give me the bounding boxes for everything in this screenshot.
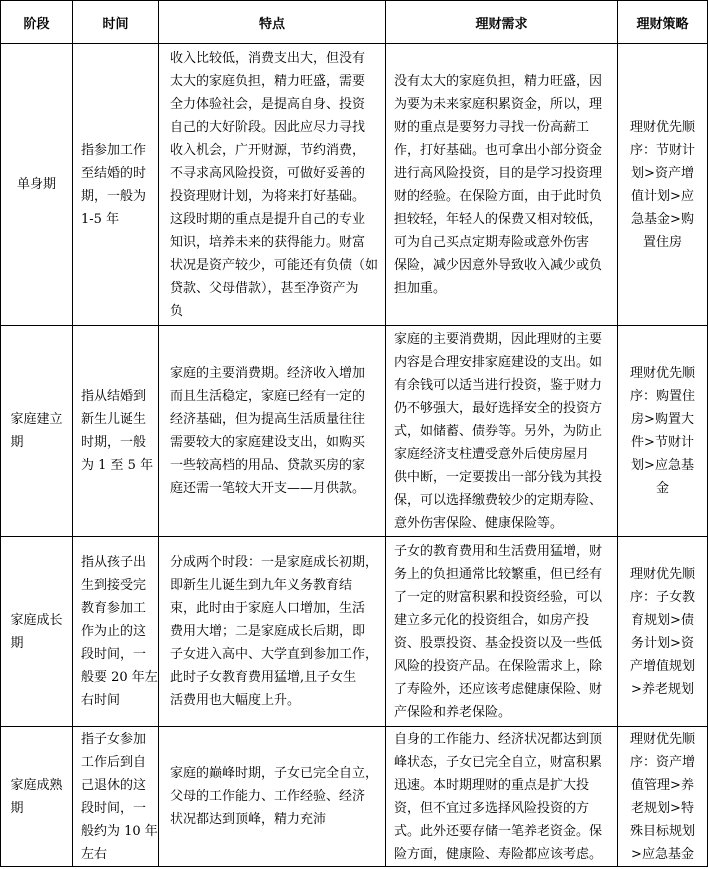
text-line: 置住房	[642, 234, 682, 250]
header-row	[1, 1, 708, 44]
text-line: 期	[10, 435, 24, 450]
needs-cell	[386, 727, 618, 867]
text-line: 而且生活稳定，家庭已经有一定的	[170, 389, 366, 404]
text-line: 序：购置住	[629, 389, 695, 404]
text-line: 为 1 至 5 年	[81, 458, 154, 473]
text-line: 右时间	[81, 693, 121, 708]
time-cell	[73, 537, 159, 727]
text-line: 生到接受完	[81, 578, 147, 593]
text-line: 序：节财计	[629, 142, 695, 158]
text-line: 产增值规划	[629, 658, 695, 674]
text-line: 了一定的财富积累和投资经验，可以	[394, 589, 603, 605]
text-line: 仍不够强大，最好选择安全的投资方	[394, 400, 603, 416]
header-needs: 理财需求	[386, 1, 618, 44]
stage-cell	[1, 537, 73, 727]
text-line: 指从孩子出	[81, 555, 147, 570]
text-line: 没有太大的家庭负担，精力旺盛，因	[394, 73, 603, 89]
text-line: 担较轻，年轻人的保费又相对较低，	[394, 211, 603, 227]
header-stage: 阶段	[1, 1, 73, 44]
text-line: 急基金>购	[631, 211, 694, 227]
text-line: 状况是资产较少，可能还有负债（如	[170, 257, 379, 273]
text-line: 财的经验。在保险方面，由于此时负	[394, 188, 603, 204]
table-row	[1, 44, 708, 326]
text-line: 段时间，一	[81, 800, 147, 816]
text-line: 家庭的主要消费期。经济收入增加	[170, 366, 366, 381]
text-line: 金	[655, 481, 669, 496]
text-line: 了寿险外，还应该考虑健康保险、财	[394, 681, 603, 697]
strategy-cell	[618, 44, 708, 326]
text-line: 收入机会，广开财源，节约消费，	[170, 142, 366, 158]
text-line: 建立多元化的投资组合，如房产投	[394, 612, 590, 628]
time-text	[81, 139, 155, 231]
text-line: 产保险和养老保险。	[394, 704, 512, 720]
text-line: 为要为未来家庭积累资金，所以，理	[394, 96, 603, 112]
table-row	[1, 537, 708, 727]
text-line: 内容是合理安排家庭建设的支出。如	[394, 354, 603, 370]
stage-text	[10, 609, 62, 655]
needs-text	[394, 70, 613, 300]
text-line: 活费用也大幅度上升。	[170, 693, 301, 708]
text-line: 序：资产增	[629, 754, 695, 770]
text-line: 理财优先顺	[629, 366, 695, 381]
features-cell	[159, 326, 386, 537]
text-line: 进行高风险投资，目的是学习投资理	[394, 165, 603, 181]
text-line: 般要 20 年左	[81, 670, 158, 685]
strategy-text	[621, 362, 704, 500]
text-line: 家庭成熟	[10, 777, 63, 793]
text-line: 务上的负担通常比较繁重，但已经有	[394, 566, 603, 582]
text-line: 家庭建立	[10, 412, 63, 427]
needs-text	[394, 328, 613, 535]
text-line: 己退休的这	[81, 777, 147, 793]
text-line: 费用大增；二是家庭成长后期，即	[170, 624, 366, 639]
text-line: 房>购置大	[631, 412, 694, 427]
text-line: 至结婚的时	[81, 165, 147, 181]
text-line: 全力体验社会，是提高自身、投资	[170, 96, 366, 112]
text-line: 一些较高档的用品、贷款买房的家	[170, 458, 366, 473]
strategy-cell	[618, 326, 708, 537]
strategy-text	[621, 563, 704, 701]
stage-text	[10, 408, 62, 454]
text-line: 件>节财计	[631, 435, 694, 450]
text-line: 迅速。本时期理财的重点是扩大投	[394, 777, 590, 793]
text-line: 太大的家庭负担，精力旺盛，需要	[170, 73, 366, 89]
features-cell	[159, 44, 386, 326]
text-line: 束，此时由于家庭人口增加，生活	[170, 601, 366, 616]
text-line: 老规划>特	[631, 800, 694, 816]
time-text	[81, 728, 158, 866]
text-line: 1-5 年	[81, 211, 120, 227]
text-line: 家庭的主要消费期，因此理财的主要	[394, 331, 603, 347]
text-line: 保，可以选择缴费较少的定期寿险、	[394, 492, 603, 508]
time-text	[81, 551, 158, 712]
text-line: 可为自己买点定期寿险或意外伤害	[394, 234, 590, 250]
text-line: >养老规划	[631, 681, 694, 697]
text-line: 贷款、父母借款），甚至净资产为	[170, 280, 359, 296]
features-text	[170, 762, 383, 831]
text-line: 父母的工作能力、工作经验、经济	[170, 789, 366, 804]
text-line: 投资理财计划，为将来打好基础。	[170, 188, 366, 204]
features-cell	[159, 537, 386, 727]
features-text	[170, 47, 383, 323]
stage-text	[17, 173, 56, 196]
text-line: 资，但不宜过多选择风险投资的方	[394, 800, 590, 816]
stage-cell	[1, 44, 73, 326]
strategy-cell	[618, 727, 708, 867]
strategy-cell	[618, 537, 708, 727]
text-line: 新生儿诞生	[81, 412, 147, 427]
text-line: 此时子女教育费用猛增,且子女生	[170, 670, 357, 685]
text-line: 期，一般为	[81, 188, 147, 204]
header-strategy: 理财策略	[618, 1, 708, 44]
text-line: 式。此外还要存储一笔养老资金。保	[394, 823, 603, 839]
text-line: 段时间，一	[81, 647, 147, 662]
text-line: 作为止的这	[81, 624, 147, 639]
text-line: 理财优先顺	[629, 566, 695, 582]
header-time: 时间	[73, 1, 159, 44]
needs-text	[394, 540, 613, 724]
text-line: 需要较大的家庭建设支出，如购买	[170, 435, 366, 450]
text-line: 序：子女教	[629, 589, 695, 605]
features-text	[170, 551, 383, 712]
text-line: 值计划>应	[631, 188, 694, 204]
text-line: 险方面，健康险、寿险都应该考虑。	[394, 846, 603, 862]
text-line: 期	[10, 800, 24, 816]
text-line: 资、股票投资、基金投资以及一些低	[394, 635, 603, 651]
features-text	[170, 362, 383, 500]
text-line: 理财优先顺	[629, 119, 695, 135]
text-line: 值管理>养	[631, 777, 694, 793]
text-line: 殊目标规划	[629, 823, 695, 839]
text-line: 担加重。	[394, 280, 447, 296]
text-line: 家庭的巅峰时期，子女已完全自立，	[170, 766, 379, 781]
text-line: 子女的教育费用和生活费用猛增，财	[394, 543, 603, 559]
needs-cell	[386, 537, 618, 727]
text-line: 这段时期的重点是提升自己的专业	[170, 211, 366, 227]
text-line: 供中断，一定要拨出一部分钱为其投	[394, 469, 603, 485]
text-line: 状况都达到顶峰，精力充沛	[170, 812, 327, 827]
text-line: 时期，一般	[81, 435, 147, 450]
text-line: 划>资产增	[631, 165, 694, 181]
text-line: 知识，培养未来的获得能力。财富	[170, 234, 366, 250]
text-line: 理财优先顺	[629, 731, 695, 747]
text-line: 期	[10, 635, 24, 651]
features-cell	[159, 727, 386, 867]
text-line: 自己的大好阶段。因此应尽力寻找	[170, 119, 366, 135]
text-line: 务计划>资	[631, 635, 694, 651]
needs-text	[394, 728, 613, 866]
text-line: 子女进入高中、大学直到参加工作，	[170, 647, 379, 662]
text-line: 即新生儿诞生到九年义务教育结	[170, 578, 353, 593]
text-line: 风险的投资产品。在保险需求上，除	[394, 658, 603, 674]
text-line: 自身的工作能力、经济状况都达到顶	[394, 731, 603, 747]
text-line: 划>应急基	[631, 458, 694, 473]
text-line: 家庭经济支柱遭受意外后使房屋月	[394, 446, 590, 462]
text-line: 峰状态，子女已完全自立，财富积累	[394, 754, 603, 770]
table-row	[1, 727, 708, 867]
text-line: 意外伤害保险、健康保险等。	[394, 515, 564, 531]
text-line: 保险，减少因意外导致收入减少或负	[394, 257, 603, 273]
text-line: 左右	[81, 846, 108, 862]
stage-cell	[1, 326, 73, 537]
text-line: 教育参加工	[81, 601, 147, 616]
text-line: 经济基础，但为提高生活质量往往	[170, 412, 366, 427]
text-line: 式，如储蓄、债券等。另外，为防止	[394, 423, 603, 439]
text-line: >应急基金	[631, 846, 694, 862]
text-line: 工作后到自	[81, 754, 147, 770]
strategy-text	[621, 116, 704, 254]
text-line: 收入比较低，消费支出大，但没有	[170, 50, 366, 66]
text-line: 指参加工作	[81, 142, 147, 158]
text-line: 不寻求高风险投资，可做好妥善的	[170, 165, 366, 181]
time-cell	[73, 326, 159, 537]
text-line: 作，打好基础。也可拿出小部分资金	[394, 142, 603, 158]
text-line: 指从结婚到	[81, 389, 147, 404]
text-line: 负	[170, 303, 184, 319]
text-line: 分成两个时段：一是家庭成长初期，	[170, 555, 379, 570]
text-line: 家庭成长	[10, 612, 63, 628]
stage-text	[10, 774, 62, 820]
text-line: 有余钱可以适当进行投资，鉴于财力	[394, 377, 603, 393]
needs-cell	[386, 326, 618, 537]
time-cell	[73, 44, 159, 326]
time-cell	[73, 727, 159, 867]
header-features: 特点	[159, 1, 386, 44]
text-line: 单身期	[16, 177, 56, 192]
time-text	[81, 385, 155, 477]
text-line: 财的重点是要努力寻找一份高薪工	[394, 119, 590, 135]
table-row	[1, 326, 708, 537]
text-line: 庭还需一笔较大开支——月供款。	[170, 481, 366, 496]
text-line: 指子女参加	[81, 731, 147, 747]
text-line: 般约为 10 年	[81, 823, 158, 839]
needs-cell	[386, 44, 618, 326]
strategy-text	[621, 728, 704, 866]
stage-cell	[1, 727, 73, 867]
text-line: 育规划>债	[631, 612, 694, 628]
